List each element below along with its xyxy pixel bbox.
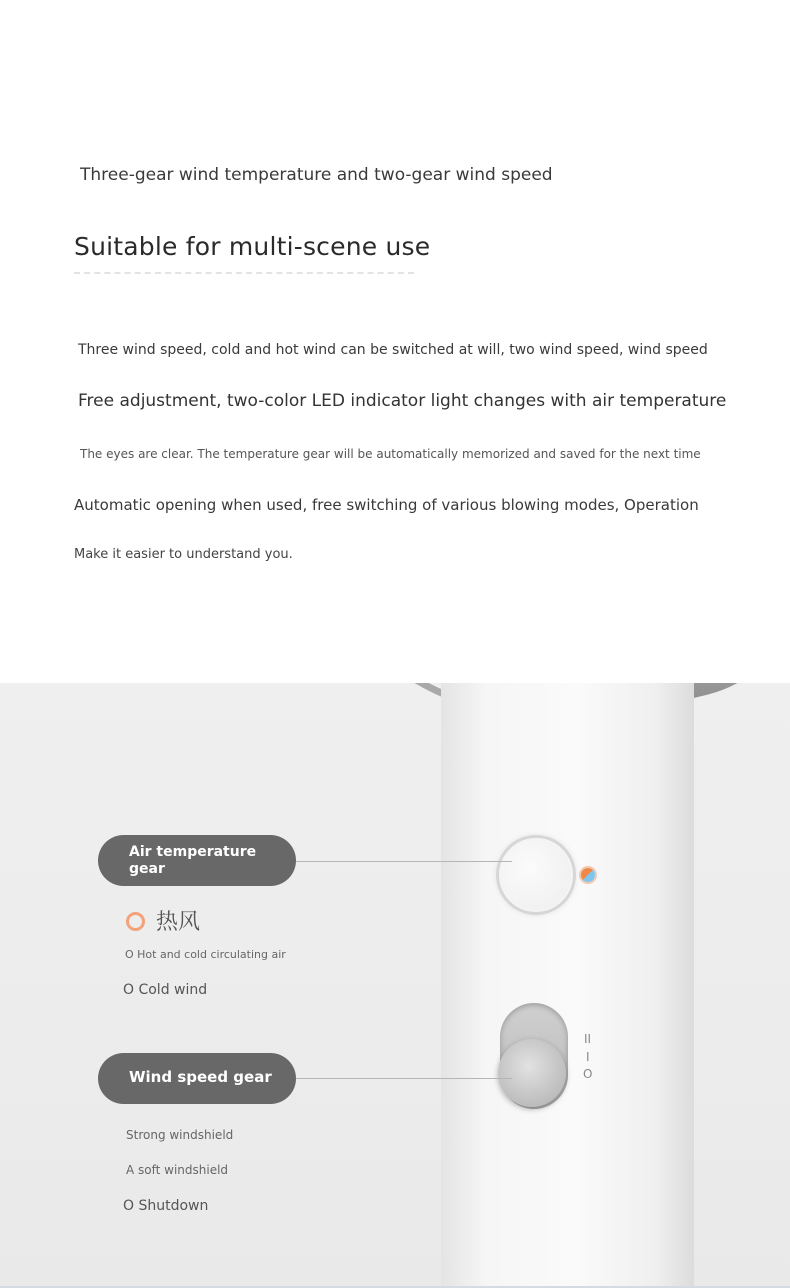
- shutdown-option: O Shutdown: [123, 1198, 209, 1214]
- intro-subtitle: Three-gear wind temperature and two-gear wind speed: [80, 165, 553, 185]
- temperature-button: [496, 835, 576, 915]
- intro-heading: Suitable for multi-scene use: [74, 232, 431, 261]
- decorative-divider: [74, 272, 414, 279]
- switch-mark-off: O: [583, 1067, 593, 1081]
- switch-mark-low: I: [586, 1050, 590, 1064]
- intro-line-4: Automatic opening when used, free switching of various blowing modes, Operation: [74, 496, 699, 514]
- speed-callout-line: [296, 1078, 512, 1079]
- intro-line-5: Make it easier to understand you.: [74, 547, 293, 562]
- air-temperature-label: Air temperature gear: [98, 835, 296, 886]
- wind-speed-label: Wind speed gear: [98, 1053, 296, 1104]
- hot-wind-option: 热风: [156, 910, 201, 935]
- hot-wind-dot-icon: [126, 912, 145, 931]
- strong-wind-option: Strong windshield: [126, 1128, 234, 1142]
- circulating-air-option: O Hot and cold circulating air: [125, 948, 286, 961]
- intro-line-2: Free adjustment, two-color LED indicator light changes with air temperature: [78, 391, 727, 411]
- intro-line-1: Three wind speed, cold and hot wind can be switched at will, two wind speed, wind speed: [78, 342, 708, 358]
- product-illustration: [0, 683, 790, 1288]
- cold-wind-option: O Cold wind: [123, 982, 208, 998]
- intro-line-3: The eyes are clear. The temperature gear will be automatically memorized and saved for the next time: [80, 447, 701, 461]
- led-indicator-icon: [581, 868, 595, 882]
- speed-switch-knob: [498, 1039, 566, 1107]
- switch-mark-high: II: [584, 1032, 592, 1046]
- dryer-handle: [441, 683, 694, 1288]
- temperature-callout-line: [296, 861, 512, 862]
- soft-wind-option: A soft windshield: [126, 1163, 229, 1177]
